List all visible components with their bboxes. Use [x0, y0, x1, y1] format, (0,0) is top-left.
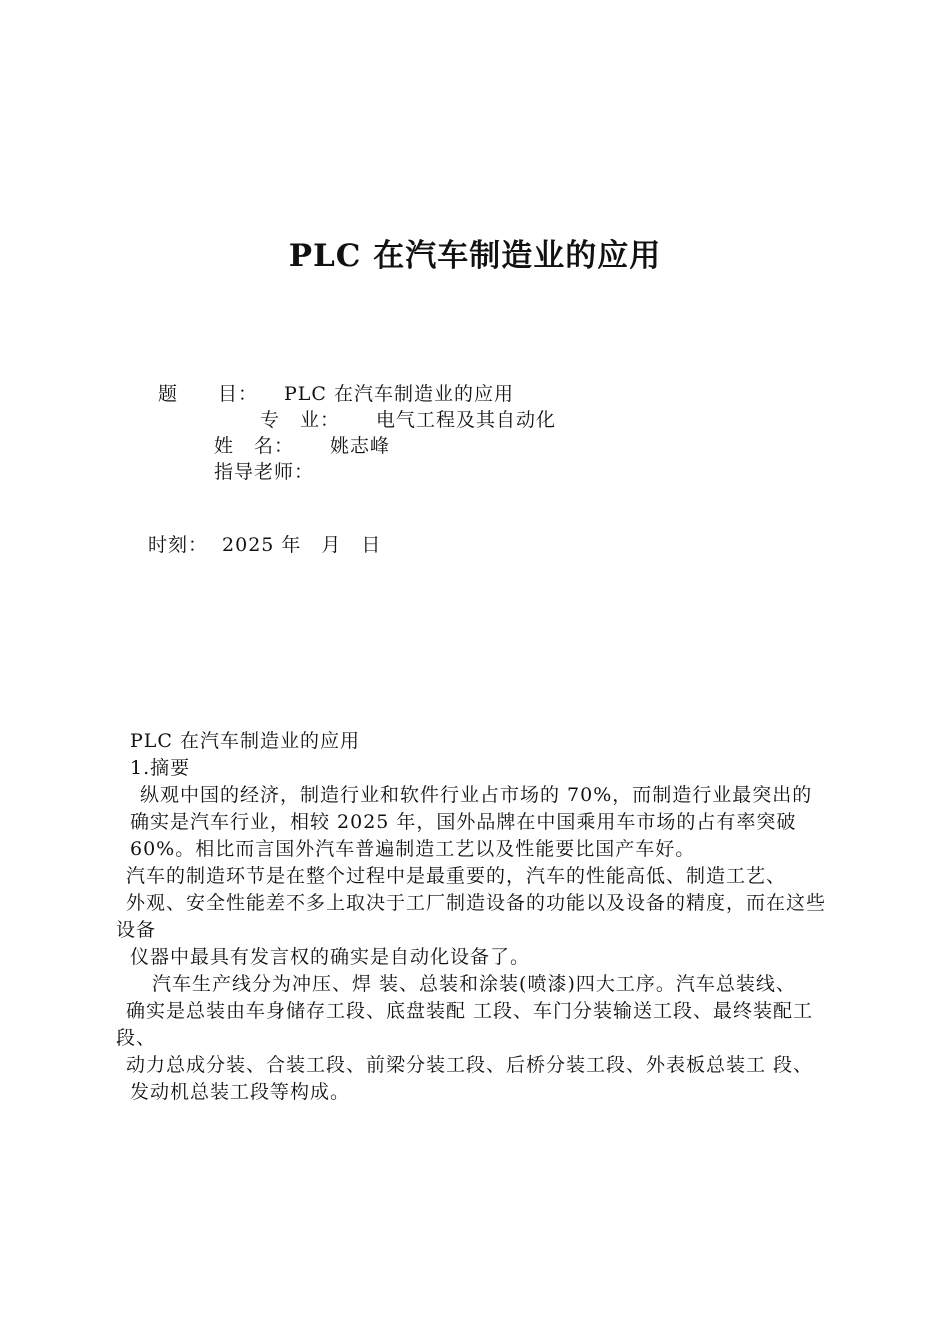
info-date-row [148, 532, 381, 558]
topic-value: PLC 在汽车制造业的应用 [284, 383, 514, 405]
name-label: 姓 名： [214, 435, 295, 457]
major-label: 专 业： [260, 409, 341, 431]
advisor-label: 指导老师： [214, 461, 315, 483]
document-title: PLC 在汽车制造业的应用 [288, 238, 662, 274]
date-label: 时刻： [148, 534, 209, 556]
topic-label: 题 目： [158, 383, 259, 405]
info-name-row [214, 433, 390, 459]
body-text [116, 728, 828, 1106]
paragraph: 汽车的制造环节是在整个过程中是最重要的，汽车的性能高低、制造工艺、 [126, 865, 787, 887]
date-value: 2025 年 月 日 [222, 534, 382, 556]
paragraph: 发动机总装工段等构成。 [130, 1081, 351, 1103]
info-major-row [260, 407, 556, 433]
paragraph: 纵观中国的经济，制造行业和软件行业占市场的 70%，而制造行业最突出的确实是汽车行业，相较 2025 年，国外品牌在中国乘用车市场的占有率突破 60%。相比而言国外汽车普遍制造工艺以及性能要比国产车好。 [130, 784, 813, 860]
major-value: 电气工程及其自动化 [376, 409, 557, 431]
paragraph: 外观、安全性能差不多上取决于工厂制造设备的功能以及设备的精度，而在这些设备 [116, 892, 827, 941]
name-value: 姚志峰 [330, 435, 391, 457]
info-advisor-row [214, 459, 314, 485]
paragraph: 确实是总装由车身储存工段、底盘装配 工段、车门分装输送工段、最终装配工段、 [116, 1000, 814, 1049]
paragraph: 动力总成分装、合装工段、前梁分装工段、后桥分装工段、外表板总装工 段、 [126, 1054, 814, 1076]
info-topic-row [158, 381, 514, 407]
section-heading: 1.摘要 [130, 757, 191, 779]
paragraph: 汽车生产线分为冲压、焊 装、总装和涂装(喷漆)四大工序。汽车总装线、 [152, 973, 796, 995]
paragraph: 仪器中最具有发言权的确实是自动化设备了。 [130, 946, 531, 968]
body-heading: PLC 在汽车制造业的应用 [130, 730, 360, 752]
